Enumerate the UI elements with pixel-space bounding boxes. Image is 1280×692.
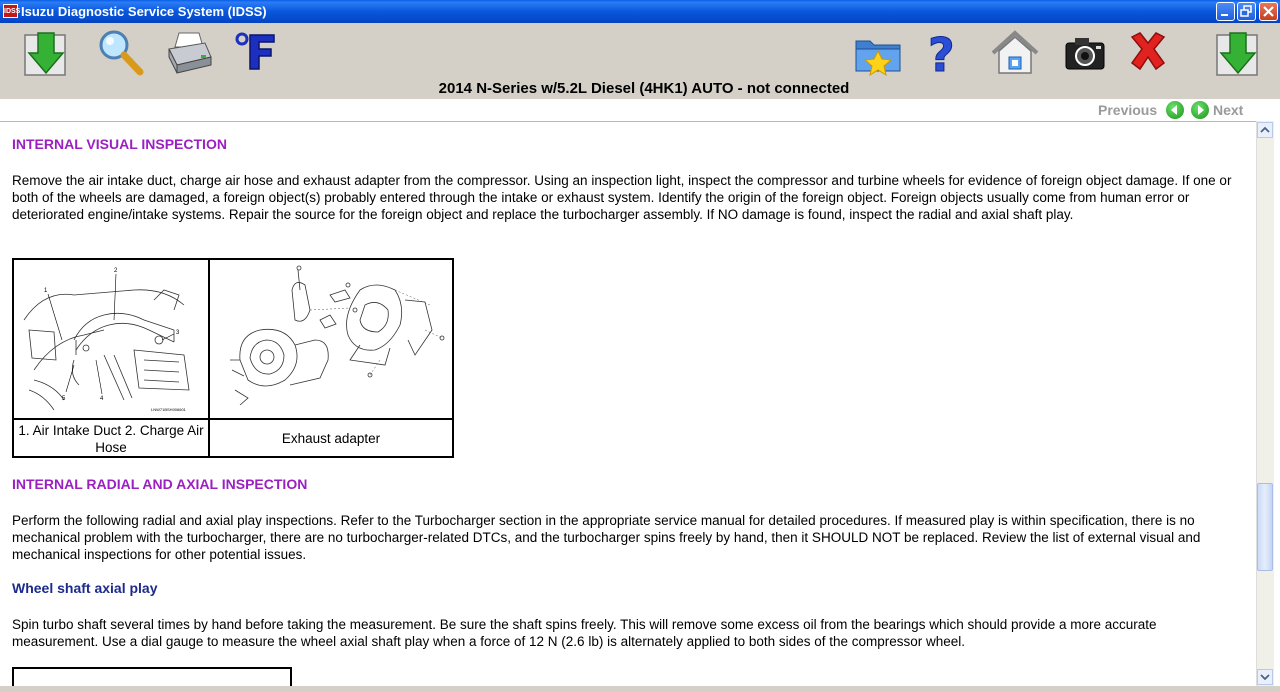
figure-table-axial-play bbox=[12, 667, 292, 687]
section-paragraph-visual-inspection: Remove the air intake duct, charge air hose and exhaust adapter from the compressor. Using an inspection light, inspect the compressor and turbine wheels for evidence of foreign object damage. If one or both of the wheels are damaged, a foreign object(s) probably entered through the intake or exhaust system. Identify the origin of the foreign object. Foreign objects usually come from human error or deteriorated engine/intake systems. Repair the source for the foreign object and replace the turbocharger assembly. If NO damage is found, inspect the radial and axial shaft play. bbox=[12, 173, 1232, 222]
figure-code: LNW71BSH006601 bbox=[151, 407, 186, 412]
section-title-visual-inspection: INTERNAL VISUAL INSPECTION bbox=[12, 136, 227, 152]
forward-button[interactable] bbox=[1214, 29, 1262, 77]
window-title: Isuzu Diagnostic Service System (IDSS) bbox=[21, 4, 267, 19]
document-content bbox=[0, 121, 1256, 687]
vehicle-title: 2014 N-Series w/5.2L Diesel (4HK1) AUTO - not connected bbox=[438, 80, 850, 97]
figure-caption-air-intake: 1. Air Intake Duct 2. Charge Air Hose bbox=[18, 423, 204, 455]
search-button[interactable] bbox=[96, 29, 144, 77]
scroll-down-button[interactable] bbox=[1257, 669, 1273, 685]
toolbar bbox=[0, 23, 1280, 99]
chevron-up-icon bbox=[1258, 123, 1272, 137]
fahrenheit-icon bbox=[233, 29, 283, 79]
subsection-title-wheel-shaft-axial-play: Wheel shaft axial play bbox=[12, 580, 158, 596]
title-bar bbox=[0, 0, 1280, 23]
previous-arrow-button[interactable] bbox=[1166, 101, 1184, 119]
arrow-right-icon bbox=[1191, 101, 1209, 119]
next-link[interactable]: Next bbox=[1213, 102, 1244, 118]
print-button[interactable] bbox=[165, 29, 213, 77]
home-button[interactable] bbox=[990, 29, 1038, 77]
download-icon bbox=[22, 29, 70, 81]
scrollbar-thumb[interactable] bbox=[1257, 483, 1273, 571]
arrow-left-icon bbox=[1166, 101, 1184, 119]
favorites-button[interactable] bbox=[854, 29, 902, 77]
callout-2: 2 bbox=[114, 268, 118, 274]
download-icon bbox=[1214, 29, 1262, 81]
figure-exhaust-adapter bbox=[210, 260, 452, 418]
home-icon bbox=[990, 29, 1040, 79]
favorites-folder-icon bbox=[854, 29, 904, 79]
figure-caption-exhaust-adapter: Exhaust adapter bbox=[281, 431, 381, 446]
restore-icon bbox=[1238, 3, 1255, 20]
printer-icon bbox=[165, 29, 215, 79]
help-icon bbox=[924, 29, 970, 79]
callout-5: 5 bbox=[62, 396, 66, 402]
close-x-icon bbox=[1126, 29, 1172, 79]
turbocharger-diagram-image bbox=[210, 260, 452, 418]
figure-air-intake-duct bbox=[14, 260, 208, 418]
camera-icon bbox=[1063, 29, 1109, 79]
window-bottom-border bbox=[0, 686, 1280, 692]
exit-button[interactable] bbox=[1126, 29, 1174, 77]
help-button[interactable] bbox=[924, 29, 972, 77]
section-title-radial-axial-inspection: INTERNAL RADIAL AND AXIAL INSPECTION bbox=[12, 476, 308, 492]
section-paragraph-radial-axial-inspection: Perform the following radial and axial play inspections. Refer to the Turbocharger section in the appropriate service manual for detailed procedures. If measured play is within specification, there is no mechanical problem with the turbocharger, there are no turbocharger-related DTCs, and the turbocharger spins freely by hand, then it SHOULD NOT be replaced. Review the list of external visual and mechanical inspections for other potential issues. bbox=[12, 513, 1201, 562]
subsection-paragraph-wheel-shaft-axial-play: Spin turbo shaft several times by hand before taking the measurement. Be sure the shaft spins freely. This will remove some excess oil from the bearings which should provide a more accurate measurement. Use a dial gauge to measure the wheel axial shaft play when a force of 12 N (2.6 lb) is alternately applied to both sides of the compressor wheel. bbox=[12, 617, 1157, 649]
close-window-button[interactable] bbox=[1259, 2, 1278, 21]
navigation-row bbox=[0, 99, 1280, 121]
close-icon bbox=[1260, 3, 1277, 20]
previous-link[interactable]: Previous bbox=[1098, 102, 1158, 118]
restore-button[interactable] bbox=[1237, 2, 1256, 21]
minimize-icon bbox=[1217, 3, 1234, 20]
back-button[interactable] bbox=[22, 29, 70, 77]
screenshot-button[interactable] bbox=[1063, 29, 1111, 77]
callout-3: 3 bbox=[176, 330, 180, 336]
engine-diagram-image bbox=[14, 260, 208, 418]
chevron-down-icon bbox=[1258, 670, 1272, 684]
figure-table bbox=[12, 258, 454, 458]
callout-4: 4 bbox=[100, 396, 104, 402]
minimize-button[interactable] bbox=[1216, 2, 1235, 21]
magnifier-icon bbox=[96, 29, 146, 79]
scroll-up-button[interactable] bbox=[1257, 122, 1273, 138]
svg-text:?: ? bbox=[928, 29, 955, 79]
units-button[interactable] bbox=[233, 29, 281, 77]
next-arrow-button[interactable] bbox=[1191, 101, 1209, 119]
idss-logo-icon: IDSS bbox=[3, 4, 18, 18]
vertical-scrollbar[interactable] bbox=[1256, 121, 1274, 686]
callout-1: 1 bbox=[44, 288, 48, 294]
